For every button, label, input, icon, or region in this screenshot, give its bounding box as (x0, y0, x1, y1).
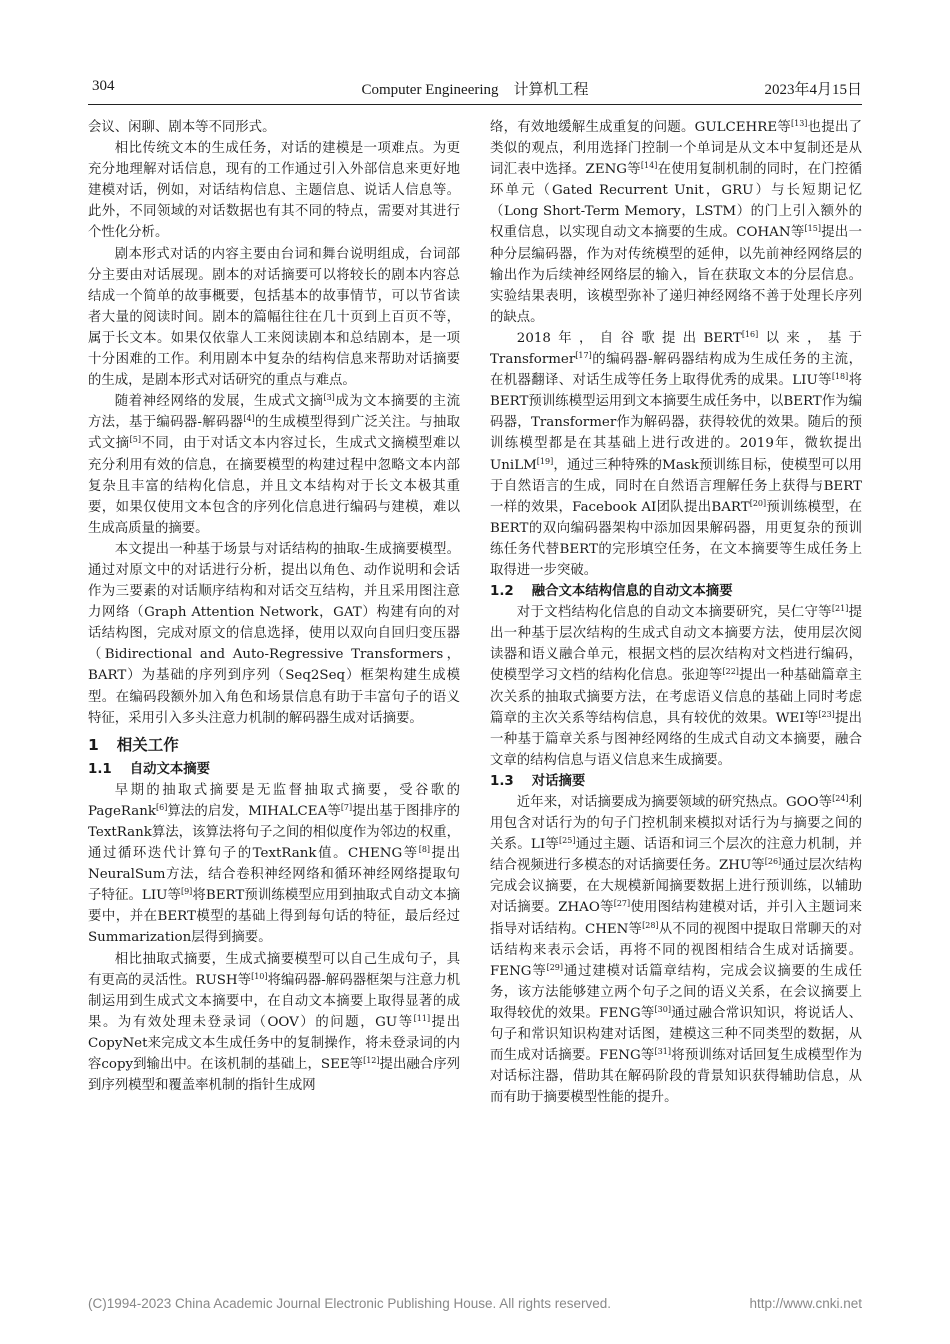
paragraph: 本文提出一种基于场景与对话结构的抽取-生成摘要模型。通过对原文中的对话进行分析，提出以角色、动作说明和会话作为三要素的对话顺序结构和对话交互结构，并且采用图注意力网络（Graph Attention Network，GAT）构建有向的对话结构图，完成对原文的信息选择，使用以双向自回归变压器（Bidirectional and Auto-Regressive Transformers，BART）为基础的序列到序列（Seq2Seq）框架构建生成模型。在编码段额外加入角色和场景信息有助于丰富句子的语义特征，采用引入多头注意力机制的解码器生成对话摘要。 (88, 541, 460, 726)
paragraph: 络，有效地缓解生成重复的问题。GULCEHRE等[13]也提出了类似的观点，利用选择门控制一个单词是从文本中复制还是从词汇表中选择。ZENG等[14]在使用复制机制的同时，在门控循环单元（Gated Recurrent Unit，GRU）与长短期记忆（Long Short-Term Memory，LSTM）的门上引入额外的权重信息，以实现自动文本摘要的生成。COHAN等[15]提出一种分层编码器，作为对传统模型的延伸，以先前神经网络层的输出作为后续神经网络层的输入，旨在获取文本的分层信息。实验结果表明，该模型弥补了递归神经网络不善于处理长序列的缺点。 (490, 119, 862, 325)
header-rule (88, 104, 862, 105)
paragraph: 会议、闲聊、剧本等不同形式。 (88, 120, 276, 135)
paragraph: 对于文档结构化信息的自动文本摘要研究，吴仁守等[21]提出一种基于层次结构的生成式自动文本摘要方法，使用层次阅读器和语义融合单元，根据文档的层次结构对文档进行编码，使模型学习文档的结构化信息。张迎等[22]提出一种基础篇章主次关系的抽取式摘要方法，在考虑语义信息的基础上同时考虑篇章的主次关系等结构信息，具有较优的效果。WEI等[23]提出一种基于篇章关系与图神经网络的生成式自动文本摘要，融合文章的结构信息与语义信息来生成摘要。 (490, 604, 863, 768)
citation[interactable]: [19] (536, 456, 554, 466)
paragraph: 剧本形式对话的内容主要由台词和舞台说明组成，台词部分主要由对话展现。剧本的对话摘要可以将较长的剧本内容总结成一个简单的故事概要，包括基本的故事情节，可以节省读者大量的阅读时间。剧本的篇幅往往在几十页到上百页不等，属于长文本。如果仅依靠人工来阅读剧本和总结剧本，是一项十分困难的工作。利用剧本中复杂的结构信息来帮助对话摘要的生成，是剧本形式对话研究的重点与难点。 (88, 246, 460, 389)
citation[interactable]: [29] (546, 962, 563, 972)
citation[interactable]: [28] (642, 920, 659, 930)
copyright-notice: (C)1994-2023 China Academic Journal Electronic Publishing House. All rights reserved. (88, 1296, 612, 1311)
issue-date: 2023年4月15日 (764, 82, 862, 98)
citation[interactable]: [6] (156, 802, 168, 812)
page-number: 304 (92, 78, 115, 94)
citation[interactable]: [31] (654, 1047, 671, 1057)
citation[interactable]: [24] (832, 794, 849, 803)
citation[interactable]: [5] (129, 435, 141, 445)
citation[interactable]: [11] (413, 1013, 431, 1023)
footer-link[interactable]: http://www.cnki.net (749, 1296, 862, 1311)
citation[interactable]: [25] (559, 836, 576, 846)
citation[interactable]: [13] (791, 119, 808, 128)
citation[interactable]: [23] (818, 709, 835, 719)
running-header (88, 78, 862, 102)
citation[interactable]: [8] (418, 845, 431, 855)
subsection-heading: 1.2 融合文本结构信息的自动文本摘要 (490, 584, 733, 600)
subsection-heading: 1.3 对话摘要 (490, 773, 586, 789)
journal-title: Computer Engineering 计算机工程 (361, 82, 589, 98)
citation[interactable]: [14] (640, 161, 658, 171)
paragraph: 近年来，对话摘要成为摘要领域的研究热点。GOO等[24]利用包含对话行为的句子门控机制来模拟对话行为与摘要之间的关系。LI等[25]通过主题、话语和词三个层次的注意力机制，并结合视频进行多模态的对话摘要任务。ZHU等[26]通过层次结构完成会议摘要，在大规模新闻摘要数据上进行预训练，以辅助对话摘要。ZHAO等[27]使用图结构建模对话，并引入主题词来指导对话结构。CHEN等[28]从不同的视图中提取日常聊天的对话结构来表示会话，再将不同的视图相结合生成对话摘要。FENG等[29]通过建模对话篇章结构，完成会议摘要的生成任务，该方法能够建立两个句子之间的语义关系，在会议摘要上取得较优的效果。FENG等[30]通过融合常识知识，将说话人、句子和常识知识构建对话图，建模这三种不同类型的数据，从而生成对话摘要。FENG等[31]将预训练对话回复生成模型作为对话标注器，借助其在解码阶段的背景知识获得辅助信息，从而有助于摘要模型性能的提升。 (490, 794, 863, 1106)
citation[interactable]: [22] (722, 667, 739, 677)
citation[interactable]: [9] (180, 887, 193, 897)
left-column (88, 117, 460, 1096)
citation[interactable]: [17] (575, 351, 592, 361)
section-heading: 1 相关工作 (88, 735, 179, 754)
citation[interactable]: [21] (831, 604, 849, 614)
citation[interactable]: [16] (741, 329, 759, 339)
citation[interactable]: [10] (251, 971, 268, 981)
citation[interactable]: [12] (363, 1056, 380, 1066)
paragraph: 相比传统文本的生成任务，对话的建模是一项难点。为更充分地理解对话信息，现有的工作通过引入外部信息来更好地建模对话，例如，对话结构信息、主题信息、说话人信息等。此外，不同领域的对话数据也有其不同的特点，需要对其进行个性化分析。 (88, 141, 460, 241)
subsection-heading: 1.1 自动文本摘要 (88, 761, 211, 777)
citation[interactable]: [3] (323, 393, 335, 403)
citation[interactable]: [15] (804, 224, 821, 234)
paragraph: 相比抽取式摘要，生成式摘要模型可以自己生成句子，具有更高的灵活性。RUSH等[10]将编码器-解码器框架与注意力机制运用到生成式文本摘要中，在自动文本摘要上取得显著的成果。为有效处理未登录词（OOV）的问题，GU等[11]提出CopyNet来完成文本生成任务中的复制操作，将未登录词的内容copy到输出中。在该机制的基础上，SEE等[12]提出融合序列到序列模型和覆盖率机制的指针生成网 (88, 951, 461, 1094)
citation[interactable]: [27] (613, 899, 631, 909)
citation[interactable]: [7] (340, 802, 353, 812)
paragraph: 随着神经网络的发展，生成式文摘[3]成为文本摘要的主流方法，基于编码器-解码器[4]的生成模型得到广泛关注。与抽取式文摘[5]不同，由于对话文本内容过长，生成式文摘模型难以充分利用有效的信息，在摘要模型的构建过程中忽略文本内部复杂且丰富的结构化信息，并且文本结构对于长文本极其重要，如果仅使用文本包含的序列化信息进行编码与建模，难以生成高质量的摘要。 (88, 393, 461, 536)
right-column (490, 117, 862, 1108)
citation[interactable]: [18] (831, 372, 849, 382)
citation[interactable]: [30] (654, 1004, 671, 1014)
citation[interactable]: [4] (243, 414, 255, 424)
citation[interactable]: [26] (764, 857, 782, 867)
paragraph: 早期的抽取式摘要是无监督抽取式摘要，受谷歌的PageRank[6]算法的启发，MIHALCEA等[7]提出基于图排序的TextRank算法，该算法将句子之间的相似度作为邻边的权重，通过循环迭代计算句子的TextRank值。CHENG等[8]提出NeuralSum方法，结合卷积神经网络和循环神经网络提取句子特征。LIU等[9]将BERT预训练模型应用到抽取式自动文本摘要中，并在BERT模型的基础上得到每句话的特征，最后经过Summarization层得到摘要。 (88, 782, 460, 946)
citation[interactable]: [20] (749, 498, 767, 508)
paragraph: 2018年，自谷歌提出BERT[16]以来，基于Transformer[17]的编码器-解码器结构成为生成任务的主流，在机器翻译、对话生成等任务上取得优秀的成果。LIU等[18]将BERT预训练模型运用到文本摘要生成任务中，以BERT作为编码器，Transformer作为解码器，获得较优的效果。随后的预训练模型都是在其基础上进行改进的。2019年，微软提出UniLM[19]，通过三种特殊的Mask预训练目标，使模型可以用于自然语言的生成，同时在自然语言理解任务上获得与BERT一样的效果，Facebook AI团队提出BART[20]预训练模型，在BERT的双向编码器架构中添加因果解码器，用更复杂的预训练任务代替BERT的完形填空任务，在文本摘要等生成任务上取得进一步突破。 (490, 329, 863, 578)
